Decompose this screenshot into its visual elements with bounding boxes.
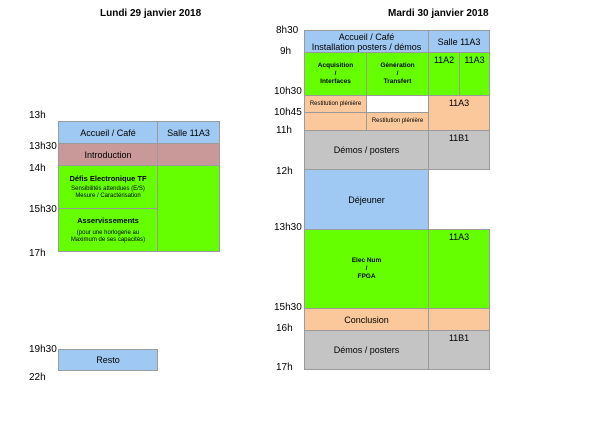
monday-introduction-label: Introduction — [84, 149, 132, 160]
tuesday-time-9h: 9h — [280, 46, 292, 57]
tuesday-room-11a3-block — [459, 52, 490, 96]
tuesday-accueil-line2: Installation posters / démos — [311, 41, 422, 52]
tuesday-demos-label-2: Démos / posters — [333, 345, 400, 355]
tuesday-salle-block — [428, 30, 490, 53]
tuesday-elecnum-line2: / — [365, 265, 368, 272]
tuesday-restitution-room-label: 11A3 — [448, 98, 470, 108]
monday-time-13h30: 13h30 — [29, 141, 57, 152]
tuesday-restitution-empty-orange — [304, 112, 367, 131]
tuesday-time-13h30: 13h30 — [274, 222, 302, 233]
tuesday-salle-label: Salle 11A3 — [437, 36, 481, 47]
tuesday-elecnum-room-label: 11A3 — [448, 232, 470, 242]
monday-introduction-room-block — [157, 143, 220, 166]
tuesday-elecnum-line1: Elec Num — [351, 257, 382, 264]
tuesday-demos-block-2 — [304, 330, 429, 370]
tuesday-demos-label-1: Démos / posters — [333, 145, 400, 155]
tuesday-accueil-block — [304, 30, 429, 53]
monday-accueil-label: Accueil / Café — [80, 127, 136, 138]
monday-room-green-block — [157, 165, 220, 252]
tuesday-conclusion-label: Conclusion — [344, 314, 389, 325]
tuesday-room-11a2-label: 11A2 — [433, 55, 455, 65]
monday-asserv-title: Asservissements — [77, 215, 139, 225]
tuesday-time-11h: 11h — [276, 125, 292, 136]
tuesday-demos-room-block-1 — [428, 130, 490, 170]
tuesday-restitution-room-block — [428, 95, 490, 131]
tuesday-time-15h30: 15h30 — [274, 302, 302, 313]
tuesday-dejeuner-block — [304, 169, 429, 230]
monday-salle-block — [157, 121, 220, 144]
monday-time-19h30: 19h30 — [29, 344, 57, 355]
tuesday-time-10h30: 10h30 — [274, 86, 302, 97]
tuesday-elecnum-block — [304, 229, 429, 309]
tuesday-demos-room-block-2 — [428, 330, 490, 370]
tuesday-generation-block — [366, 52, 429, 96]
tuesday-restitution-block-2 — [366, 112, 429, 131]
tuesday-restitution-label-2: Restitution plénière — [371, 118, 424, 124]
monday-asserv-block — [58, 208, 158, 252]
monday-asserv-sub1: (pour une horlogerie au — [76, 229, 140, 236]
monday-salle-label: Salle 11A3 — [167, 127, 210, 138]
tuesday-time-16h: 16h — [276, 323, 293, 334]
monday-defis-sub2: Mesure / Caractérisation — [75, 192, 141, 199]
tuesday-dejeuner-label: Déjeuner — [348, 194, 385, 205]
tuesday-restitution-label-1: Restitution plénière — [309, 100, 362, 107]
tuesday-conclusion-room-block — [428, 308, 490, 331]
tuesday-elecnum-room-block — [428, 229, 490, 309]
tuesday-restitution-empty — [366, 95, 429, 113]
tuesday-conclusion-block — [304, 308, 429, 331]
monday-title: Lundi 29 janvier 2018 — [100, 8, 202, 19]
tuesday-acquisition-line2: / — [334, 70, 337, 77]
monday-time-14h: 14h — [29, 163, 46, 174]
tuesday-acquisition-block — [304, 52, 367, 96]
monday-time-17h: 17h — [29, 248, 46, 259]
tuesday-acquisition-line1: Acquisition — [317, 62, 354, 69]
tuesday-demos-room-label-1: 11B1 — [448, 133, 470, 143]
monday-asserv-sub2: Maximum de ses capacités) — [70, 236, 146, 243]
tuesday-generation-line1: Génération — [380, 62, 415, 69]
tuesday-room-11a2-block — [428, 52, 460, 96]
tuesday-time-17h: 17h — [276, 362, 293, 373]
tuesday-demos-block-1 — [304, 130, 429, 170]
tuesday-elecnum-line3: FPGA — [357, 273, 376, 280]
monday-time-15h30: 15h30 — [29, 204, 57, 215]
tuesday-room-11a3-label: 11A3 — [464, 55, 485, 65]
monday-accueil-block — [58, 121, 158, 144]
monday-defis-sub1: Sensibilités attendues (E/S) — [71, 185, 145, 192]
tuesday-acquisition-line3: Interfaces — [320, 78, 351, 85]
tuesday-time-8h30: 8h30 — [276, 25, 299, 36]
monday-time-22h: 22h — [29, 372, 46, 383]
monday-defis-block — [58, 165, 158, 209]
monday-introduction-block — [58, 143, 158, 166]
tuesday-title: Mardi 30 janvier 2018 — [388, 8, 489, 19]
monday-resto-block — [58, 349, 158, 371]
monday-defis-title: Défis Electronique TF — [69, 173, 147, 183]
monday-resto-label: Resto — [96, 355, 120, 365]
tuesday-accueil-line1: Accueil / Café — [338, 31, 395, 42]
tuesday-generation-line3: Transfert — [383, 78, 412, 85]
monday-time-13h: 13h — [29, 110, 46, 121]
tuesday-demos-room-label-2: 11B1 — [448, 333, 470, 343]
tuesday-generation-line2: / — [396, 70, 399, 77]
tuesday-time-12h: 12h — [276, 166, 293, 177]
tuesday-time-10h45: 10h45 — [274, 107, 302, 118]
tuesday-restitution-block-1 — [304, 95, 367, 113]
